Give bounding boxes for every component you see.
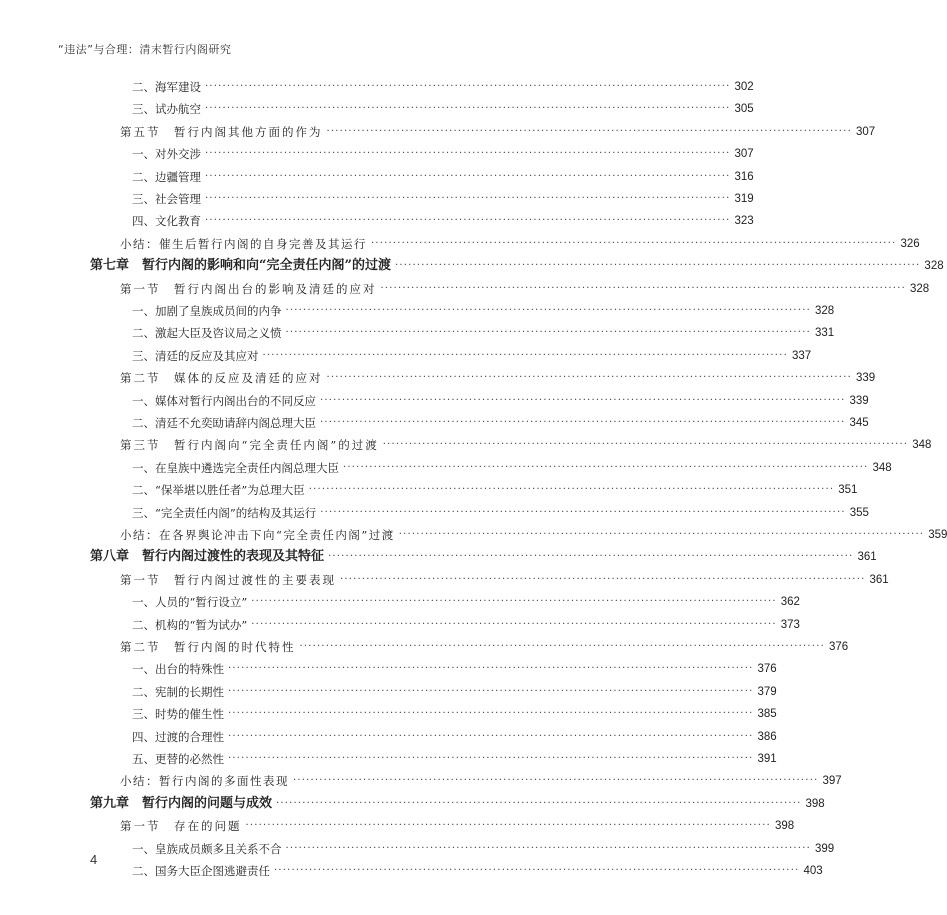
toc-entry-title: 小结：暂行内阁的多面性表现 xyxy=(120,774,289,789)
toc-entry-title: 第一节 暂行内阁过渡性的主要表现 xyxy=(120,572,336,587)
toc-leader-dots: ························································································································ xyxy=(326,125,852,137)
toc-entry-page: 386 xyxy=(757,730,777,743)
toc-entry xyxy=(132,300,835,322)
toc-leader-dots: ························································································································ xyxy=(320,506,846,518)
toc-entry-title: 三、试办航空 xyxy=(132,102,201,117)
toc-entry-title: 三、清廷的反应及其应对 xyxy=(132,348,259,363)
toc-entry xyxy=(132,210,754,232)
toc-entry-page: 345 xyxy=(849,417,869,429)
toc-entry-page: 307 xyxy=(855,125,876,138)
toc-entry-page: 328 xyxy=(924,260,944,273)
toc-leader-dots: ························································································································ xyxy=(382,439,909,451)
toc-entry xyxy=(120,636,849,658)
toc-entry xyxy=(90,546,877,568)
toc-entry-title: 第一节 存在的问题 xyxy=(120,819,242,834)
toc-leader-dots: ························································································································ xyxy=(320,394,846,406)
toc-leader-dots: ························································································································ xyxy=(343,461,869,473)
toc-entry xyxy=(120,524,947,546)
toc-entry-page: 316 xyxy=(734,170,754,183)
toc-leader-dots: ························································································································ xyxy=(380,282,906,294)
toc-entry-page: 362 xyxy=(780,596,800,609)
toc-entry-title: 第八章 暂行内阁过渡性的表现及其特征 xyxy=(90,549,325,565)
toc-entry xyxy=(120,278,930,300)
toc-entry-page: 348 xyxy=(912,439,932,452)
toc-entry xyxy=(132,502,869,524)
toc-entry-title: 小结：催生后暂行内阁的自身完善及其运行 xyxy=(120,236,367,251)
toc-leader-dots: ························································································································ xyxy=(299,641,825,652)
toc-entry-page: 337 xyxy=(791,349,812,362)
toc-leader-dots: ························································································································ xyxy=(205,103,731,115)
toc-entry-title: 一、人员的“暂行设立” xyxy=(132,595,248,610)
toc-entry-page: 403 xyxy=(803,865,823,877)
toc-entry xyxy=(132,748,777,770)
toc-entry-title: 二、宪制的长期性 xyxy=(132,684,224,699)
toc-entry-page: 398 xyxy=(805,797,825,810)
toc-leader-dots: ························································································································ xyxy=(251,618,777,630)
toc-entry xyxy=(120,233,920,255)
toc-entry-title: 小结：在各界舆论冲击下向“完全责任内阁”过渡 xyxy=(120,528,395,542)
toc-entry-page: 385 xyxy=(757,708,777,721)
toc-leader-dots: ························································································································ xyxy=(326,372,852,384)
toc-entry-title: 二、“保举堪以胜任者”为总理大臣 xyxy=(132,483,305,498)
toc-entry-title: 一、媒体对暂行内阁出台的不同反应 xyxy=(132,393,316,408)
toc-entry-page: 339 xyxy=(849,394,869,407)
toc-entry xyxy=(132,143,754,165)
toc-leader-dots: ························································································································ xyxy=(205,148,731,160)
toc-leader-dots: ························································································································ xyxy=(228,685,754,697)
toc-entry-page: 319 xyxy=(734,193,754,205)
toc-entry xyxy=(132,591,800,613)
toc-entry xyxy=(120,569,889,591)
toc-leader-dots: ························································································································ xyxy=(394,260,921,272)
toc-entry-title: 一、在皇族中遴选完全责任内阁总理大臣 xyxy=(132,460,339,475)
toc-entry xyxy=(132,390,869,412)
toc-entry-title: 二、海军建设 xyxy=(132,80,201,94)
toc-leader-dots: ························································································································ xyxy=(245,820,771,832)
toc-leader-dots: ························································································································ xyxy=(205,170,731,182)
toc-entry-page: 323 xyxy=(734,215,754,228)
toc-entry-title: 第五节 暂行内阁其他方面的作为 xyxy=(120,124,323,139)
toc-entry-page: 302 xyxy=(734,81,754,93)
toc-leader-dots: ························································································································ xyxy=(228,708,754,720)
toc-entry-title: 三、社会管理 xyxy=(132,192,201,206)
toc-entry xyxy=(132,658,777,680)
toc-leader-dots: ························································································································ xyxy=(262,349,788,361)
toc-entry-page: 391 xyxy=(757,753,777,765)
toc-entry-title: 第三节 暂行内阁向“完全责任内阁”的过渡 xyxy=(120,438,379,453)
toc-entry-title: 第二节 暂行内阁的时代特性 xyxy=(120,640,296,654)
toc-leader-dots: ························································································································ xyxy=(251,596,777,608)
toc-entry xyxy=(132,479,858,501)
toc-entry-page: 328 xyxy=(814,305,835,317)
toc-leader-dots: ························································································································ xyxy=(285,842,811,854)
toc-leader-dots: ························································································································ xyxy=(285,327,811,339)
toc-entry-title: 二、清廷不允奕劻请辞内阁总理大臣 xyxy=(132,416,316,430)
toc-entry-title: 三、“完全责任内阁”的结构及其运行 xyxy=(132,505,317,520)
toc-entry xyxy=(132,98,754,120)
toc-leader-dots: ························································································································ xyxy=(285,305,811,316)
toc-leader-dots: ························································································································ xyxy=(205,215,731,227)
toc-entry xyxy=(132,322,835,344)
toc-entry-page: 305 xyxy=(734,103,754,116)
page-number: 4 xyxy=(90,852,98,867)
toc-entry-page: 328 xyxy=(909,282,930,295)
toc-entry-title: 第九章 暂行内阁的问题与成效 xyxy=(90,795,273,811)
toc-entry-page: 373 xyxy=(780,618,800,631)
toc-entry-title: 四、过渡的合理性 xyxy=(132,729,224,744)
toc-entry xyxy=(120,770,842,792)
toc-entry xyxy=(132,681,777,703)
toc-entry-title: 第七章 暂行内阁的影响和向“完全责任内阁”的过渡 xyxy=(90,258,391,274)
toc-leader-dots: ························································································································ xyxy=(340,573,866,585)
toc-entry xyxy=(120,434,932,456)
toc-entry-title: 三、时势的催生性 xyxy=(132,707,224,722)
toc-entry-page: 326 xyxy=(900,237,920,250)
toc-entry-page: 355 xyxy=(849,506,869,519)
running-head: “违法”与合理：清末暂行内阁研究 xyxy=(58,43,232,56)
toc-entry xyxy=(90,793,825,815)
toc-entry-page: 397 xyxy=(822,775,842,788)
toc-entry-title: 二、边疆管理 xyxy=(132,169,201,184)
toc-entry-title: 五、更替的必然性 xyxy=(132,752,224,766)
toc-entry-title: 第二节 媒体的反应及清廷的应对 xyxy=(120,371,323,386)
toc-leader-dots: ························································································································ xyxy=(205,193,731,204)
toc-leader-dots: ························································································································ xyxy=(228,730,754,742)
toc-leader-dots: ························································································································ xyxy=(308,484,835,496)
toc-entry-page: 361 xyxy=(869,573,889,586)
toc-entry-title: 一、加剧了皇族成员间的内争 xyxy=(132,304,282,318)
toc-entry xyxy=(132,188,754,210)
toc-entry-title: 一、对外交涉 xyxy=(132,147,201,162)
toc-entry-title: 二、激起大臣及咨议局之义愤 xyxy=(132,326,282,341)
toc-entry-page: 379 xyxy=(757,685,777,698)
toc-entry-page: 398 xyxy=(774,820,795,833)
toc-entry xyxy=(132,457,892,479)
toc-leader-dots: ························································································································ xyxy=(293,775,819,787)
toc-entry-title: 二、机构的“暂为试办” xyxy=(132,617,248,632)
toc-leader-dots: ························································································································ xyxy=(320,417,846,428)
toc-entry-title: 一、出台的特殊性 xyxy=(132,662,224,677)
toc-leader-dots: ························································································································ xyxy=(228,753,754,764)
toc-entry-page: 359 xyxy=(928,529,947,541)
toc-entry-page: 399 xyxy=(814,842,835,855)
toc-entry xyxy=(132,614,800,636)
toc-entry xyxy=(120,121,876,143)
toc-entry-title: 四、文化教育 xyxy=(132,214,201,229)
toc-entry xyxy=(132,166,754,188)
toc-entry xyxy=(132,726,777,748)
toc-entry-page: 307 xyxy=(734,148,754,161)
toc-entry-page: 351 xyxy=(838,484,858,497)
toc-entry-page: 376 xyxy=(828,641,849,653)
toc-leader-dots: ························································································································ xyxy=(398,529,925,540)
toc-entry-page: 348 xyxy=(872,461,892,474)
toc-entry xyxy=(132,860,823,882)
toc-leader-dots: ························································································································ xyxy=(274,865,800,876)
toc-entry-page: 376 xyxy=(757,663,777,676)
toc-entry-title: 第一节 暂行内阁出台的影响及清廷的应对 xyxy=(120,281,377,296)
toc-leader-dots: ························································································································ xyxy=(276,797,802,809)
toc-entry xyxy=(132,412,869,434)
toc-entry-page: 331 xyxy=(814,327,835,340)
toc-leader-dots: ························································································································ xyxy=(228,663,754,675)
toc-leader-dots: ························································································································ xyxy=(205,81,731,92)
toc-entry xyxy=(120,815,795,837)
toc-entry-title: 一、皇族成员颇多且关系不合 xyxy=(132,841,282,856)
toc-leader-dots: ························································································································ xyxy=(328,551,854,563)
toc-entry xyxy=(132,345,812,367)
toc-leader-dots: ························································································································ xyxy=(371,237,897,249)
toc-entry-title: 二、国务大臣企图逃避责任 xyxy=(132,864,270,878)
toc-entry-page: 361 xyxy=(857,551,877,564)
toc-entry xyxy=(132,703,777,725)
toc-entry xyxy=(120,367,876,389)
toc-entry xyxy=(90,255,944,277)
toc-entry xyxy=(132,838,835,860)
toc-entry-page: 339 xyxy=(855,372,876,385)
toc-entry xyxy=(132,76,754,98)
